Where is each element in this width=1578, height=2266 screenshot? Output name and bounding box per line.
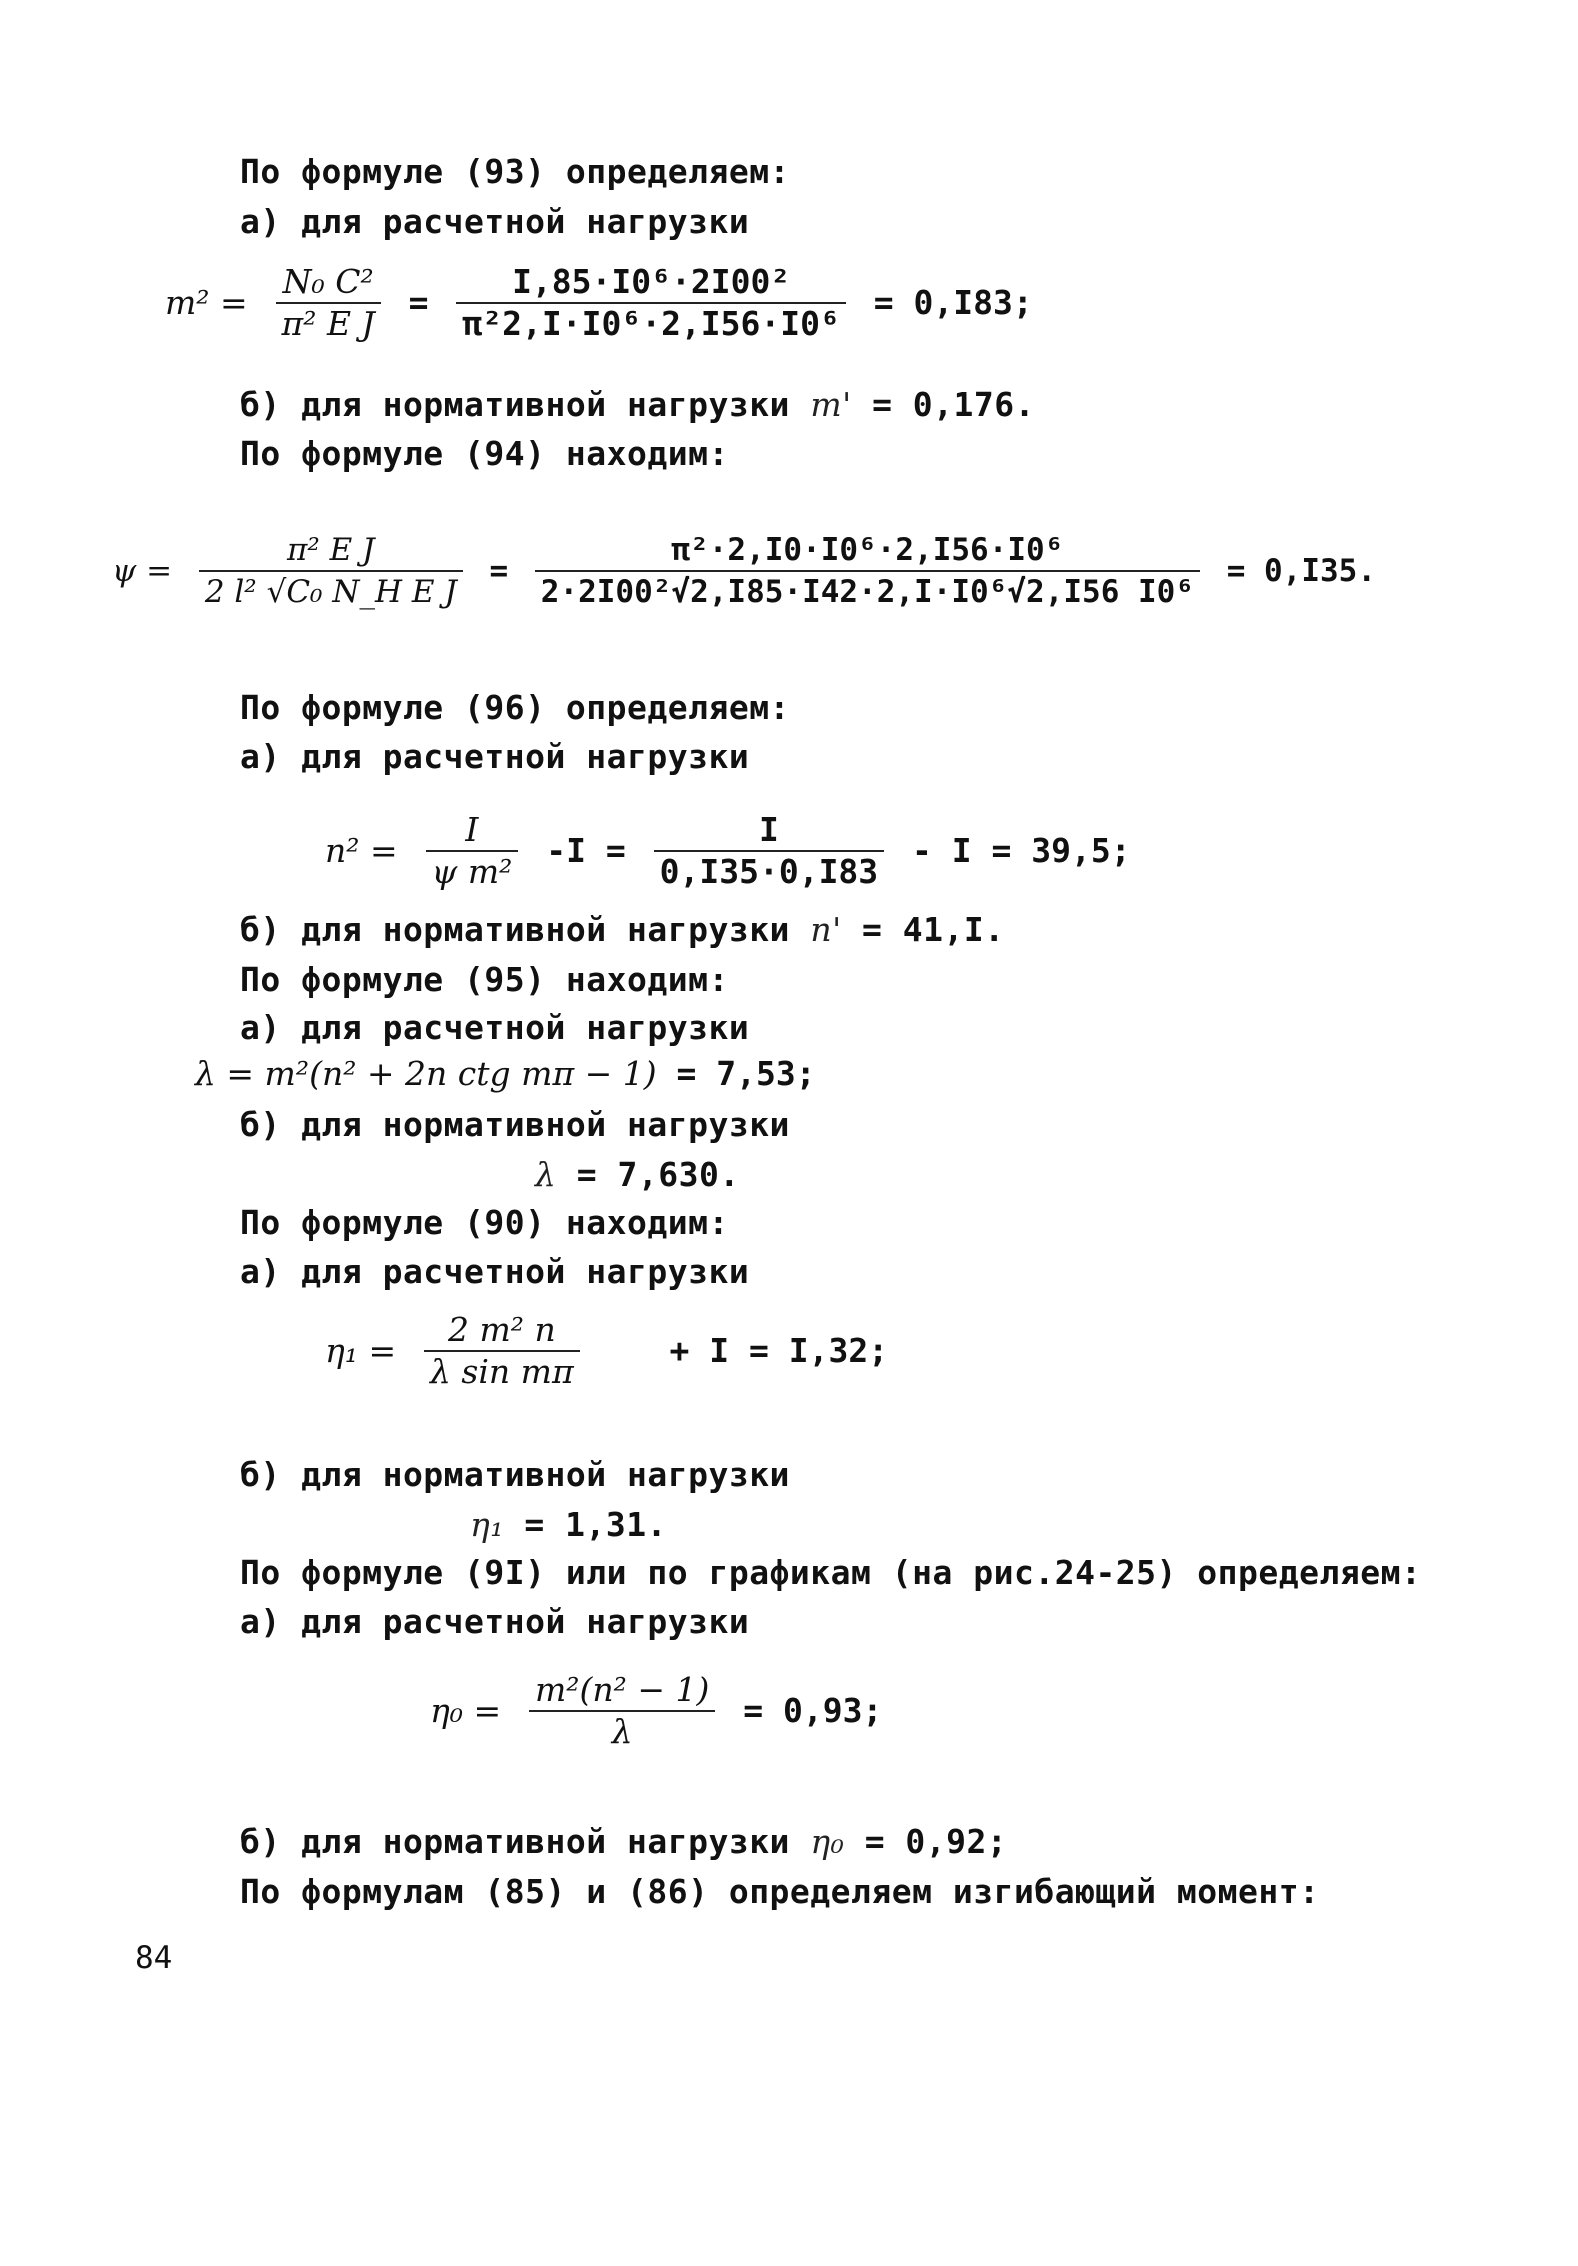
text-line: По формуле (93) определяем: <box>240 152 790 191</box>
formula-eta1 <box>325 1310 888 1392</box>
text-line: б) для нормативной нагрузки <box>240 1455 790 1494</box>
text-line: а) для расчетной нагрузки <box>240 202 750 241</box>
handwritten-fraction <box>529 1670 715 1752</box>
numeric-fraction <box>654 810 885 892</box>
handwritten-fraction <box>199 530 463 612</box>
formula-result: = 0,93; <box>743 1691 883 1730</box>
fraction-denominator: π² E J <box>276 302 381 344</box>
fraction-denominator: ψ m² <box>426 850 519 892</box>
formula-eta0 <box>430 1670 882 1752</box>
text-segment: = 7,630. <box>576 1155 740 1194</box>
text-line: а) для расчетной нагрузки <box>240 1008 750 1047</box>
formula-result: = 0,I83; <box>873 283 1033 322</box>
text-line: По формулам (85) и (86) определяем изгибающий момент: <box>240 1872 1320 1911</box>
text-segment: б) для нормативной нагрузки <box>240 910 790 949</box>
fraction-numerator: I <box>758 810 779 849</box>
numeric-fraction <box>456 262 846 344</box>
text-segment: = 0,92; <box>864 1822 1008 1861</box>
formula-result: = 7,53; <box>676 1053 816 1093</box>
handwritten-symbol: n' <box>810 910 842 949</box>
text-line <box>240 910 1005 950</box>
text-segment: = 41,I. <box>862 910 1005 949</box>
formula-lambda <box>195 1052 816 1094</box>
formula-lhs: ψ = <box>112 553 173 589</box>
fraction-denominator: π²2,I·I0⁶·2,I56·I0⁶ <box>456 302 846 344</box>
formula-m-squared <box>165 262 1033 344</box>
equals-sign: = <box>489 553 509 589</box>
text-line <box>470 1505 667 1545</box>
formula-psi <box>112 530 1376 612</box>
formula-lhs: η₁ = <box>325 1331 397 1370</box>
fraction-numerator: I,85·I0⁶·2I00² <box>512 262 791 301</box>
fraction-denominator: 0,I35·0,I83 <box>654 850 885 892</box>
formula-n-squared <box>325 810 1131 892</box>
formula-lhs: n² = <box>325 831 398 870</box>
fraction-numerator: N₀ C² <box>282 262 374 301</box>
text-line: По формуле (9I) или по графикам (на рис.24-25) определяем: <box>240 1553 1422 1592</box>
formula-result: = 0,I35. <box>1226 553 1376 589</box>
formula-result: - I = 39,5; <box>912 831 1131 870</box>
handwritten-fraction <box>276 262 381 344</box>
text-segment: б) для нормативной нагрузки <box>240 1822 790 1861</box>
text-line: По формуле (96) определяем: <box>240 688 790 727</box>
text-line <box>240 385 1035 425</box>
text-line: б) для нормативной нагрузки <box>240 1105 790 1144</box>
formula-lhs: m² = <box>165 283 248 322</box>
handwritten-symbol: η₀ <box>810 1822 845 1861</box>
text-segment: = 1,31. <box>524 1505 667 1544</box>
text-segment: = 0,176. <box>872 385 1036 424</box>
numeric-fraction <box>535 530 1200 612</box>
handwritten-fraction <box>424 1310 580 1392</box>
text-line: а) для расчетной нагрузки <box>240 737 750 776</box>
formula-lhs: η₀ = <box>430 1691 502 1730</box>
fraction-numerator: π² E J <box>287 532 375 568</box>
fraction-denominator: λ <box>529 1710 715 1752</box>
page-number: 84 <box>135 1940 173 1976</box>
formula-result: + I = I,32; <box>669 1331 889 1370</box>
handwritten-symbol: η₁ <box>470 1505 504 1544</box>
text-line: а) для расчетной нагрузки <box>240 1252 750 1291</box>
handwritten-symbol: λ <box>535 1155 557 1194</box>
fraction-numerator: 2 m² n <box>447 1310 556 1349</box>
handwritten-fraction <box>426 810 519 892</box>
formula-middle: -I = <box>546 831 626 870</box>
fraction-numerator: m²(n² − 1) <box>535 1670 710 1709</box>
fraction-denominator: 2·2I00²√2,I85·I42·2,I·I0⁶√2,I56 I0⁶ <box>535 570 1200 612</box>
handwritten-symbol: m' <box>810 385 852 424</box>
fraction-denominator: 2 l² √C₀ N_H E J <box>199 570 463 612</box>
fraction-numerator: π²·2,I0·I0⁶·2,I56·I0⁶ <box>671 532 1064 568</box>
text-line: а) для расчетной нагрузки <box>240 1602 750 1641</box>
equals-sign: = <box>408 283 429 322</box>
text-line: По формуле (95) находим: <box>240 960 729 999</box>
text-line: По формуле (94) находим: <box>240 434 729 473</box>
text-line <box>240 1822 1007 1862</box>
fraction-numerator: I <box>465 810 479 849</box>
formula-expression: λ = m²(n² + 2n ctg mπ − 1) <box>195 1053 657 1093</box>
text-line: По формуле (90) находим: <box>240 1203 729 1242</box>
fraction-denominator: λ sin mπ <box>424 1350 580 1392</box>
text-segment: б) для нормативной нагрузки <box>240 385 790 424</box>
text-line <box>535 1155 740 1195</box>
